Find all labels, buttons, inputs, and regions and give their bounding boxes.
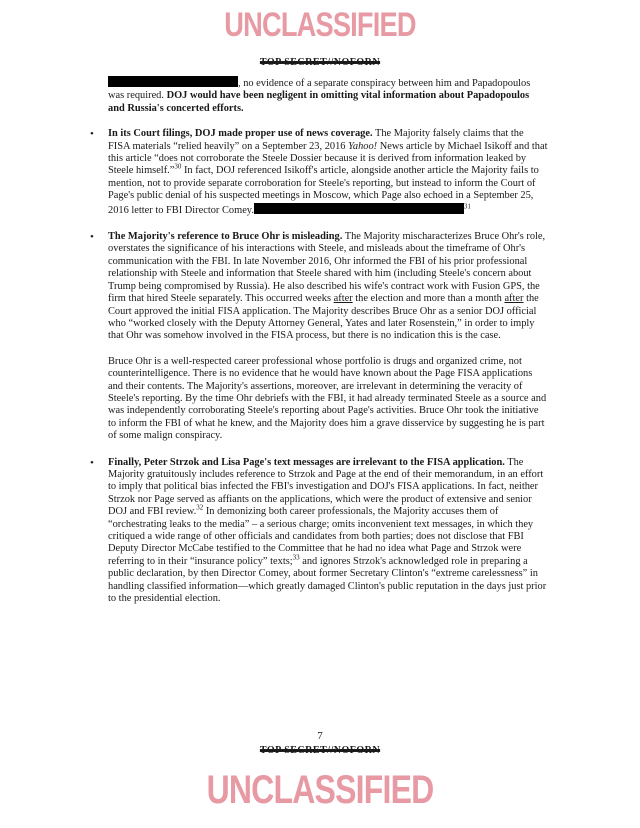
bullet-icon: • (90, 456, 94, 469)
unclassified-stamp-top: UNCLASSIFIED (224, 6, 416, 44)
bullet-text: In fact, DOJ referenced Isikoff's article, alongside another article the Majority fails to mention, not to provide separate corroboration for Steele's reporting, but instead to inform the Court of Page's public denial of his suspected meetings in Moscow, which Page also echoed in a September 25, 2016 letter to FBI Director Comey. (108, 165, 539, 216)
intro-bold-text: DOJ would have been negligent in omitting vital information about Papadopoulos and Russia's concerted efforts. (108, 90, 530, 114)
bullet-news-coverage (90, 128, 548, 217)
bullet-text: the election and more than a month (352, 293, 505, 305)
classification-marking-bottom (0, 745, 640, 756)
bullet-text: In demonizing both career professionals, the Majority accuses them of “orchestrating leaks to the media” – a serious charge; omits inconvenient text messages, in which they critiqued a wide range of other officials and candidates from both parties; does not disclose that FBI Deputy Director McCabe testified to the Committee that he had no idea what Page and Strzok were referring to in their “insurance policy” texts; (108, 506, 534, 567)
bullet-icon: • (90, 231, 94, 244)
bullet-text: the Court approved the initial FISA application. The Majority describes Bruce Ohr as a senior DOJ official who “worked closely with the Deputy Attorney General, Yates and later Rosenstein,” in order to imply that Ohr was somehow involved in the FISA process, but there is no indication this is the case. (108, 293, 539, 342)
bullet-heading: The Majority's reference to Bruce Ohr is misleading. (108, 231, 343, 243)
bullet-text: and ignores Strzok's acknowledged role in preparing a public declaration, by then Director Comey, about former Secretary Clinton's “extreme carelessness” in handling classified information—which greatly damaged Clinton's public reputation in the days just prior to the presidential election. (108, 555, 547, 605)
bullet-strzok-page (90, 456, 548, 606)
bullet-text: News article by Michael Isikoff and that this article “does not corroborate the Steele Dossier because it is derived from information leaked by Steele himself.” (108, 140, 548, 177)
underlined-text: after (333, 293, 353, 305)
redaction-block (108, 76, 238, 87)
classification-text-top: TOP SECRET//NOFORN (259, 57, 381, 68)
footnote-ref: 31 (463, 202, 471, 211)
bullet-heading: Finally, Peter Strzok and Lisa Page's text messages are irrelevant to the FISA application. (108, 456, 505, 468)
underlined-text: after (504, 293, 524, 305)
classification-marking-top (0, 57, 640, 68)
intro-paragraph (108, 76, 548, 115)
page-number: 7 (317, 730, 323, 742)
bullet-bruce-ohr (90, 231, 548, 343)
footnote-ref: 30 (174, 162, 182, 171)
bullet-bruce-ohr-text (108, 231, 548, 343)
classification-text-bottom: TOP SECRET//NOFORN (259, 745, 381, 756)
intro-text: , no evidence of a separate conspiracy between him and Papadopoulos was required. (108, 78, 531, 102)
bullet-news-coverage-text (108, 128, 548, 217)
bullet-icon: • (90, 128, 94, 141)
bullet-text: The Majority mischaracterizes Bruce Ohr's role, overstates the significance of his interactions with Steele, and misleads about the timeframe of Ohr's communication with the FBI. In late November 2016, Ohr informed the FBI of his prior professional relationship with Steele and information that Steele shared with him (including Steele's concern about Trump being compromised by Russia). He also described his wife's contract work with Fusion GPS, the firm that hired Steele separately. This occurred weeks (108, 231, 546, 305)
bullet-text: The Majority falsely claims that the FISA materials “relied heavily” on a September 23, 2016 (108, 128, 524, 152)
italic-text: Yahoo! (348, 140, 378, 152)
footnote-ref: 32 (196, 503, 204, 512)
bullet-strzok-page-text (108, 457, 548, 606)
bullet-text: The Majority gratuitously includes reference to Strzok and Page at the end of their memorandum, in an effort to imply that political bias infected the FBI's investigation and DOJ's FISA applications. In fact, neither Strzok nor Page served as affiants on the applications, which were the product of extensive and senior DOJ and FBI review. (108, 456, 544, 518)
bullet-heading: In its Court filings, DOJ made proper use of news coverage. (108, 128, 373, 140)
document-body (90, 76, 548, 605)
footnote-ref: 33 (292, 553, 300, 562)
unclassified-stamp-bottom: UNCLASSIFIED (206, 768, 434, 812)
redaction-block (254, 203, 464, 214)
ohr-paragraph: Bruce Ohr is a well-respected career professional whose portfolio is drugs and organized crime, not counterintelligence. There is no evidence that he would have known about the Page FISA applications and their contents. The Majority's assertions, moreover, are irrelevant in determining the veracity of Steele's reporting. By the time Ohr debriefs with the FBI, it had already terminated Steele as a source and was independently corroborating Steele's reporting about Page's activities. Bruce Ohr took the initiative to inform the FBI of what he knew, and the Majority does him a grave disservice by suggesting he is part of some malign conspiracy. (108, 355, 547, 442)
